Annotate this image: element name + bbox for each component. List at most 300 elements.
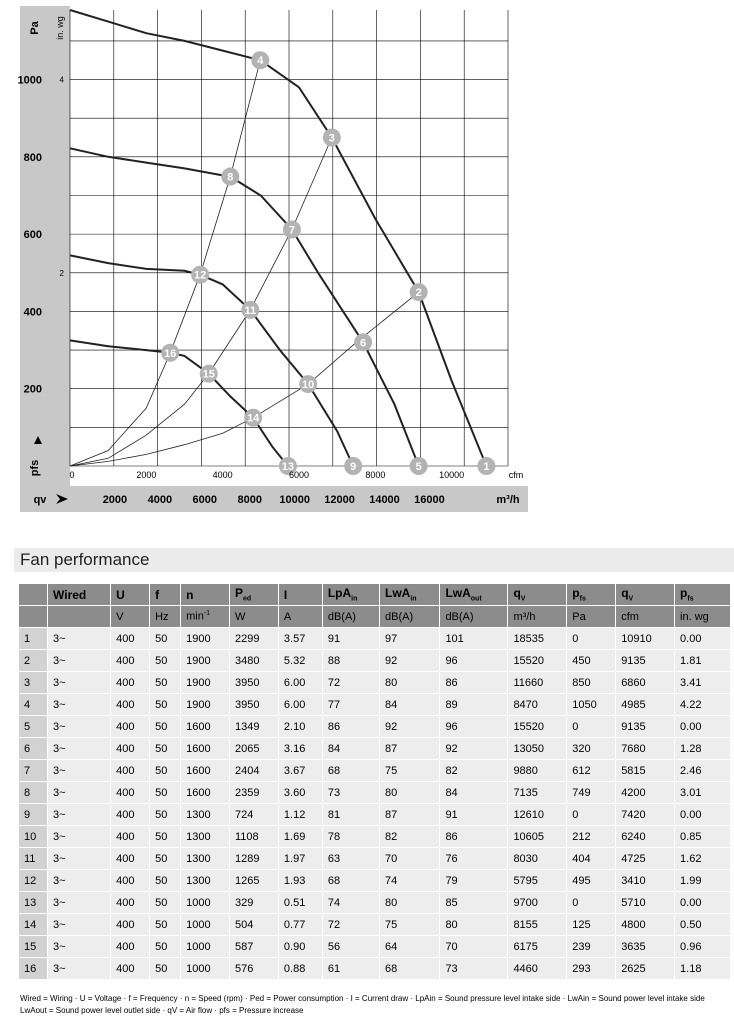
- table-cell: 50: [150, 760, 180, 782]
- table-cell: 4200: [616, 782, 674, 804]
- table-cell: 749: [567, 782, 615, 804]
- x-tick-label-m3h: 14000: [369, 494, 400, 506]
- column-unit: m³/h: [508, 606, 566, 628]
- table-cell: 89: [440, 694, 507, 716]
- fan-performance-title: Fan performance: [14, 548, 734, 572]
- x-tick-label-m3h: 6000: [192, 494, 218, 506]
- table-cell: 91: [440, 804, 507, 826]
- table-cell: 400: [111, 892, 149, 914]
- table-cell: 3~: [48, 694, 110, 716]
- table-cell: 92: [380, 650, 439, 672]
- table-cell: 2065: [230, 738, 278, 760]
- table-cell: 400: [111, 936, 149, 958]
- table-cell: 2404: [230, 760, 278, 782]
- table-cell: 4: [19, 694, 47, 716]
- table-cell: 15520: [508, 716, 566, 738]
- table-cell: 3.57: [279, 628, 322, 650]
- table-cell: 61: [323, 958, 379, 980]
- table-cell: 329: [230, 892, 278, 914]
- table-cell: 1600: [181, 760, 229, 782]
- table-cell: 97: [380, 628, 439, 650]
- table-cell: 14: [19, 914, 47, 936]
- x-tick-label-cfm: 6000: [288, 470, 310, 480]
- table-row: [19, 738, 730, 760]
- pressure-axis-label: pfs: [29, 459, 41, 477]
- table-cell: 50: [150, 650, 180, 672]
- column-unit: Pa: [567, 606, 615, 628]
- table-row: [19, 716, 730, 738]
- table-cell: 400: [111, 628, 149, 650]
- column-header: $p_{fs}$: [675, 584, 730, 606]
- table-cell: 1.81: [675, 650, 730, 672]
- table-cell: 72: [323, 672, 379, 694]
- x-unit-cfm: cfm: [508, 470, 524, 480]
- x-tick-label-m3h: 10000: [279, 494, 310, 506]
- table-cell: 68: [323, 870, 379, 892]
- table-cell: 1000: [181, 914, 229, 936]
- table-cell: 50: [150, 914, 180, 936]
- table-cell: 0.77: [279, 914, 322, 936]
- table-cell: 3950: [230, 694, 278, 716]
- column-header: Wired: [48, 584, 110, 606]
- table-cell: 400: [111, 760, 149, 782]
- column-header: LpA$_{in}$: [323, 584, 379, 606]
- table-cell: 96: [440, 716, 507, 738]
- table-cell: 50: [150, 628, 180, 650]
- column-header: n: [181, 584, 229, 606]
- table-cell: 0.50: [675, 914, 730, 936]
- y-tick-label: 800: [23, 151, 42, 164]
- table-cell: 495: [567, 870, 615, 892]
- table-cell: 1050: [567, 694, 615, 716]
- table-row: [19, 870, 730, 892]
- table-cell: 6.00: [279, 694, 322, 716]
- column-unit: in. wg: [675, 606, 730, 628]
- table-cell: 0: [567, 716, 615, 738]
- table-header-row: [19, 584, 730, 606]
- table-cell: 85: [440, 892, 507, 914]
- table-cell: 6175: [508, 936, 566, 958]
- table-cell: 5815: [616, 760, 674, 782]
- operating-point-label: 15: [202, 368, 215, 381]
- table-cell: 1900: [181, 628, 229, 650]
- table-cell: 75: [380, 760, 439, 782]
- table-row: [19, 914, 730, 936]
- table-cell: 400: [111, 870, 149, 892]
- table-cell: 0.00: [675, 628, 730, 650]
- column-unit: W: [230, 606, 278, 628]
- table-cell: 1300: [181, 826, 229, 848]
- table-cell: 84: [380, 694, 439, 716]
- table-cell: 8030: [508, 848, 566, 870]
- operating-point-label: 11: [244, 304, 257, 317]
- x-tick-label-m3h: 16000: [414, 494, 445, 506]
- table-row: [19, 628, 730, 650]
- table-cell: 212: [567, 826, 615, 848]
- table-cell: 16: [19, 958, 47, 980]
- table-cell: 612: [567, 760, 615, 782]
- table-cell: 68: [323, 760, 379, 782]
- y-tick-label: 1000: [17, 74, 42, 87]
- fan-curve-svg: [17, 6, 528, 512]
- table-cell: 0.51: [279, 892, 322, 914]
- y-tick-label: 600: [23, 229, 42, 242]
- table-cell: 63: [323, 848, 379, 870]
- table-cell: 80: [380, 672, 439, 694]
- x-tick-label-m3h: 4000: [147, 494, 173, 506]
- table-cell: 7: [19, 760, 47, 782]
- table-cell: 74: [323, 892, 379, 914]
- table-cell: 5795: [508, 870, 566, 892]
- table-cell: 3~: [48, 958, 110, 980]
- table-cell: 80: [380, 782, 439, 804]
- table-cell: 50: [150, 826, 180, 848]
- column-header: $P_{ed}$: [230, 584, 278, 606]
- operating-point-label: 5: [415, 461, 422, 473]
- table-cell: 1300: [181, 870, 229, 892]
- column-unit: dB(A): [380, 606, 439, 628]
- column-unit: [48, 606, 110, 628]
- footnote-line-1: Wired = Wiring · U = Voltage · f = Frequency · n = Speed (rpm) · Ped = Power consumption · I = Current draw · LpAin = Sound pressure level intake side · LwAin = Sound power level intake side: [20, 994, 705, 1003]
- table-cell: 0: [567, 628, 615, 650]
- table-cell: 2.10: [279, 716, 322, 738]
- table-cell: 84: [323, 738, 379, 760]
- table-row: [19, 892, 730, 914]
- column-header: $q_V$: [508, 584, 566, 606]
- column-unit: dB(A): [323, 606, 379, 628]
- column-unit: cfm: [616, 606, 674, 628]
- table-cell: 3~: [48, 628, 110, 650]
- table-cell: 9: [19, 804, 47, 826]
- table-cell: 70: [380, 848, 439, 870]
- table-cell: 86: [440, 826, 507, 848]
- table-row: [19, 694, 730, 716]
- table-cell: 4725: [616, 848, 674, 870]
- table-cell: 239: [567, 936, 615, 958]
- table-cell: 1900: [181, 672, 229, 694]
- table-cell: 3950: [230, 672, 278, 694]
- table-cell: 81: [323, 804, 379, 826]
- column-header: $q_V$: [616, 584, 674, 606]
- table-cell: 3~: [48, 760, 110, 782]
- table-cell: 3~: [48, 650, 110, 672]
- table-cell: 1900: [181, 694, 229, 716]
- table-cell: 79: [440, 870, 507, 892]
- column-unit: Hz: [150, 606, 180, 628]
- table-cell: 4800: [616, 914, 674, 936]
- operating-point-label: 16: [164, 347, 177, 360]
- table-cell: 15520: [508, 650, 566, 672]
- table-cell: 82: [380, 826, 439, 848]
- table-row: [19, 650, 730, 672]
- table-cell: 50: [150, 892, 180, 914]
- table-cell: 576: [230, 958, 278, 980]
- table-cell: 400: [111, 804, 149, 826]
- table-cell: 3.60: [279, 782, 322, 804]
- table-cell: 11660: [508, 672, 566, 694]
- table-cell: 1000: [181, 958, 229, 980]
- table-cell: 2625: [616, 958, 674, 980]
- table-cell: 77: [323, 694, 379, 716]
- table-cell: 56: [323, 936, 379, 958]
- table-cell: 400: [111, 914, 149, 936]
- table-cell: 3.16: [279, 738, 322, 760]
- operating-point-label: 4: [257, 55, 264, 68]
- column-header: f: [150, 584, 180, 606]
- x-tick-label-m3h: 2000: [102, 494, 128, 506]
- table-cell: 1000: [181, 936, 229, 958]
- table-cell: 3.01: [675, 782, 730, 804]
- table-cell: 1300: [181, 804, 229, 826]
- x-tick-label-cfm: 8000: [365, 470, 386, 480]
- table-cell: 2: [19, 650, 47, 672]
- table-cell: 320: [567, 738, 615, 760]
- table-row: [19, 848, 730, 870]
- table-cell: 6240: [616, 826, 674, 848]
- table-cell: 92: [440, 738, 507, 760]
- column-header: $p_{fs}$: [567, 584, 615, 606]
- table-cell: 2299: [230, 628, 278, 650]
- table-cell: 3~: [48, 870, 110, 892]
- table-cell: 10605: [508, 826, 566, 848]
- table-cell: 1300: [181, 848, 229, 870]
- table-cell: 50: [150, 804, 180, 826]
- table-cell: 6.00: [279, 672, 322, 694]
- table-cell: 5710: [616, 892, 674, 914]
- table-cell: 1.97: [279, 848, 322, 870]
- table-cell: 9700: [508, 892, 566, 914]
- flow-axis-label: qv: [33, 494, 47, 506]
- y-tick-label-secondary: 4: [59, 75, 64, 85]
- table-cell: 724: [230, 804, 278, 826]
- table-cell: 72: [323, 914, 379, 936]
- operating-point-label: 6: [360, 337, 367, 350]
- column-header: I: [279, 584, 322, 606]
- table-cell: 92: [380, 716, 439, 738]
- table-cell: 73: [440, 958, 507, 980]
- y-tick-label: 400: [23, 306, 42, 319]
- table-cell: 11: [19, 848, 47, 870]
- table-cell: 400: [111, 848, 149, 870]
- table-cell: 101: [440, 628, 507, 650]
- table-cell: 87: [380, 804, 439, 826]
- table-cell: 4460: [508, 958, 566, 980]
- table-cell: 8: [19, 782, 47, 804]
- table-cell: 850: [567, 672, 615, 694]
- table-cell: 50: [150, 782, 180, 804]
- table-cell: 3~: [48, 914, 110, 936]
- table-cell: 3~: [48, 826, 110, 848]
- x-tick-label-cfm: 2000: [136, 470, 157, 480]
- table-row: [19, 826, 730, 848]
- table-cell: 50: [150, 672, 180, 694]
- operating-point-label: 12: [194, 269, 207, 282]
- table-row: [19, 958, 730, 980]
- table-cell: 10: [19, 826, 47, 848]
- table-cell: 5.32: [279, 650, 322, 672]
- x-unit-m3h: m³/h: [496, 494, 520, 506]
- table-cell: 15: [19, 936, 47, 958]
- table-cell: 400: [111, 694, 149, 716]
- table-cell: 0: [567, 804, 615, 826]
- table-cell: 0.96: [675, 936, 730, 958]
- table-cell: 400: [111, 738, 149, 760]
- table-cell: 3.41: [675, 672, 730, 694]
- column-header: LwA$_{in}$: [380, 584, 439, 606]
- table-cell: 84: [440, 782, 507, 804]
- table-cell: 64: [380, 936, 439, 958]
- table-cell: 587: [230, 936, 278, 958]
- table-row: [19, 804, 730, 826]
- table-cell: 74: [380, 870, 439, 892]
- table-cell: 50: [150, 870, 180, 892]
- table-cell: 70: [440, 936, 507, 958]
- table-cell: 3480: [230, 650, 278, 672]
- table-cell: 1108: [230, 826, 278, 848]
- operating-point-label: 9: [350, 461, 357, 473]
- table-cell: 0.90: [279, 936, 322, 958]
- column-unit: A: [279, 606, 322, 628]
- table-row: [19, 782, 730, 804]
- table-cell: 1600: [181, 782, 229, 804]
- operating-point-label: 7: [288, 224, 296, 237]
- table-cell: 9880: [508, 760, 566, 782]
- column-unit: [19, 606, 47, 628]
- table-cell: 3~: [48, 716, 110, 738]
- x-tick-label-cfm: 10000: [439, 470, 465, 480]
- table-cell: 91: [323, 628, 379, 650]
- table-cell: 86: [323, 716, 379, 738]
- table-cell: 8155: [508, 914, 566, 936]
- table-cell: 1600: [181, 738, 229, 760]
- table-cell: 1.93: [279, 870, 322, 892]
- table-cell: 86: [440, 672, 507, 694]
- operating-point-label: 1: [483, 461, 490, 473]
- operating-point-label: 3: [328, 132, 335, 145]
- table-cell: 0.85: [675, 826, 730, 848]
- column-unit: V: [111, 606, 149, 628]
- table-cell: 1.99: [675, 870, 730, 892]
- operating-point-label: 13: [281, 461, 295, 473]
- table-body: [19, 628, 730, 980]
- y-axis-label: Pa: [29, 21, 41, 35]
- footnote-line-2: LwAout = Sound power level outlet side · qV = Air flow · pfs = Pressure increase: [20, 1006, 304, 1015]
- y-tick-label: 200: [23, 383, 42, 396]
- table-cell: 1265: [230, 870, 278, 892]
- x-tick-label-cfm: 0: [69, 470, 75, 480]
- column-header: [19, 584, 47, 606]
- table-cell: 10910: [616, 628, 674, 650]
- table-cell: 1.28: [675, 738, 730, 760]
- table-cell: 1.62: [675, 848, 730, 870]
- table-cell: 7680: [616, 738, 674, 760]
- table-cell: 400: [111, 650, 149, 672]
- table-cell: 50: [150, 848, 180, 870]
- table-cell: 404: [567, 848, 615, 870]
- table-row: [19, 672, 730, 694]
- table-cell: 293: [567, 958, 615, 980]
- table-cell: 2.46: [675, 760, 730, 782]
- table-cell: 18535: [508, 628, 566, 650]
- column-unit: $\min^{-1}$: [181, 606, 229, 628]
- table-cell: 50: [150, 958, 180, 980]
- table-cell: 400: [111, 716, 149, 738]
- operating-point-label: 2: [415, 287, 422, 300]
- column-header: LwA$_{out}$: [440, 584, 507, 606]
- x-tick-label-m3h: 12000: [324, 494, 355, 506]
- table-cell: 0.00: [675, 716, 730, 738]
- x-axis-band: [20, 486, 528, 512]
- table-cell: 1.18: [675, 958, 730, 980]
- table-cell: 13: [19, 892, 47, 914]
- table-cell: 1.12: [279, 804, 322, 826]
- table-cell: 504: [230, 914, 278, 936]
- table-cell: 450: [567, 650, 615, 672]
- table-cell: 78: [323, 826, 379, 848]
- table-cell: 50: [150, 936, 180, 958]
- table-cell: 3~: [48, 782, 110, 804]
- table-cell: 400: [111, 672, 149, 694]
- table-cell: 5: [19, 716, 47, 738]
- table-cell: 50: [150, 716, 180, 738]
- table-cell: 0.00: [675, 892, 730, 914]
- fan-performance-table: [18, 584, 731, 980]
- table-cell: 50: [150, 738, 180, 760]
- table-cell: 87: [380, 738, 439, 760]
- table-cell: 3~: [48, 892, 110, 914]
- table-cell: 80: [380, 892, 439, 914]
- operating-point-label: 8: [227, 171, 234, 184]
- table-cell: 3.67: [279, 760, 322, 782]
- table-cell: 400: [111, 782, 149, 804]
- table-cell: 3: [19, 672, 47, 694]
- table-cell: 1.69: [279, 826, 322, 848]
- table-cell: 1000: [181, 892, 229, 914]
- table-cell: 7135: [508, 782, 566, 804]
- table-cell: 3635: [616, 936, 674, 958]
- table-cell: 12610: [508, 804, 566, 826]
- fan-curve-chart: [17, 6, 528, 512]
- table-row: [19, 936, 730, 958]
- table-cell: 1900: [181, 650, 229, 672]
- column-header: U: [111, 584, 149, 606]
- table-cell: 96: [440, 650, 507, 672]
- table-cell: 3~: [48, 936, 110, 958]
- x-tick-label-m3h: 8000: [237, 494, 262, 506]
- table-cell: 1600: [181, 716, 229, 738]
- footnote: [20, 993, 732, 1017]
- table-cell: 82: [440, 760, 507, 782]
- table-cell: 1349: [230, 716, 278, 738]
- table-cell: 68: [380, 958, 439, 980]
- table-cell: 3~: [48, 672, 110, 694]
- table-row: [19, 760, 730, 782]
- x-tick-label-cfm: 4000: [212, 470, 233, 480]
- table-cell: 12: [19, 870, 47, 892]
- table-cell: 4.22: [675, 694, 730, 716]
- table-cell: 4985: [616, 694, 674, 716]
- table-cell: 75: [380, 914, 439, 936]
- table-cell: 0.00: [675, 804, 730, 826]
- y-tick-label-secondary: 2: [59, 268, 64, 278]
- table-cell: 80: [440, 914, 507, 936]
- table-cell: 50: [150, 694, 180, 716]
- table-cell: 7420: [616, 804, 674, 826]
- operating-point-label: 10: [302, 379, 315, 392]
- table-cell: 125: [567, 914, 615, 936]
- table-cell: 3~: [48, 738, 110, 760]
- table-cell: 8470: [508, 694, 566, 716]
